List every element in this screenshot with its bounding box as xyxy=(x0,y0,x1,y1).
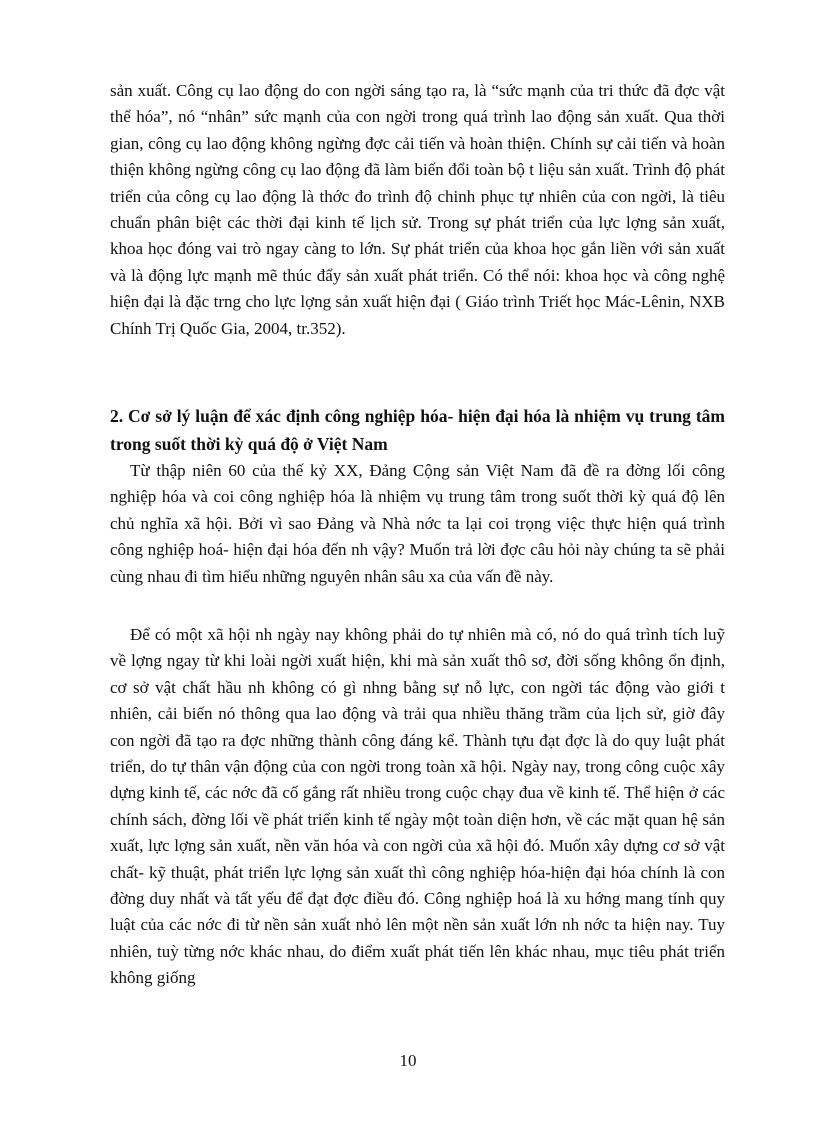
page-number: 10 xyxy=(399,1051,417,1070)
body-paragraph-2: Từ thập niên 60 của thế kỷ XX, Đảng Cộng sản Việt Nam đã đề ra đờng lối công nghiệp hóa và coi công nghiệp hóa là nhiệm vụ trung tâm trong suốt thời kỳ quá độ lên chủ nghĩa xã hội. Bởi vì sao Đảng và Nhà nớc ta lại coi trọng việc thực hiện quá trình công nghiệp hoá- hiện đại hóa đến nh vậy? Muốn trả lời đợc câu hỏi này chúng ta sẽ phải cùng nhau đi tìm hiểu những nguyên nhân sâu xa của vấn đề này. xyxy=(110,461,725,586)
section-heading: 2. Cơ sở lý luận để xác định công nghiệp hóa- hiện đại hóa là nhiệm vụ trung tâm trong suốt thời kỳ quá độ ở Việt Nam xyxy=(110,406,725,454)
body-paragraph-3: Để có một xã hội nh ngày nay không phải do tự nhiên mà có, nó do quá trình tích luỹ về lợng ngay từ khi loài ngời xuất hiện, khi mà sản xuất thô sơ, đời sống không ổn định, cơ sở vật chất hầu nh không có gì nhng bằng sự nỗ lực, con ngời tác động vào giới t nhiên, cải biến nó thông qua lao động và trải qua nhiều thăng trầm của lịch sử, giờ đây con ngời đã tạo ra đợc những thành công đáng kể. Thành tựu đạt đợc là do quy luật phát triển, do tự thân vận động của con ngời trong toàn xã hội. Ngày nay, trong công cuộc xây dựng kinh tế, các nớc đã cố gắng rất nhiều trong cuộc chạy đua về kinh tế. Thể hiện ở các chính sách, đờng lối về phát triển kinh tế ngày một toàn diện hơn, về các mặt quan hệ sản xuất, lực lợng sản xuất, nền văn hóa và con ngời của xã hội đó. Muốn xây dựng cơ sở vật chất- kỹ thuật, phát triển lực lợng sản xuất thì công nghiệp hóa-hiện đại hóa chính là con đờng duy nhất và tất yếu để đạt đợc điều đó. Công nghiệp hoá là xu hớng mang tính quy luật của các nớc đi từ nền sản xuất nhỏ lên một nền sản xuất lớn nh nớc ta hiện nay. Tuy nhiên, tuỳ từng nớc khác nhau, do điểm xuất phát tiến lên khác nhau, mục tiêu phát triển không giống xyxy=(110,625,725,988)
body-paragraph-1: sản xuất. Công cụ lao động do con ngời sáng tạo ra, là “sức mạnh của tri thức đã đợc vật thể hóa”, nó “nhân” sức mạnh của con ngời trong quá trình lao động sản xuất. Qua thời gian, công cụ lao động không ngừng đợc cải tiến và hoàn thiện. Chính sự cải tiến và hoàn thiện không ngừng công cụ lao động đã làm biến đổi toàn bộ t liệu sản xuất. Trình độ phát triển của công cụ lao động là thớc đo trình độ chinh phục tự nhiên của con ngời, là tiêu chuẩn phân biệt các thời đại kinh tế lịch sử. Trong sự phát triển của lực lợng sản xuất, khoa học đóng vai trò ngay càng to lớn. Sự phát triển của khoa học gắn liền với sản xuất và là động lực mạnh mẽ thúc đẩy sản xuất phát triển. Có thể nói: khoa học và công nghệ hiện đại là đặc trng cho lực lợng sản xuất hiện đại ( Giáo trình Triết học Mác-Lênin, NXB Chính Trị Quốc Gia, 2004, tr.352). xyxy=(110,81,725,338)
